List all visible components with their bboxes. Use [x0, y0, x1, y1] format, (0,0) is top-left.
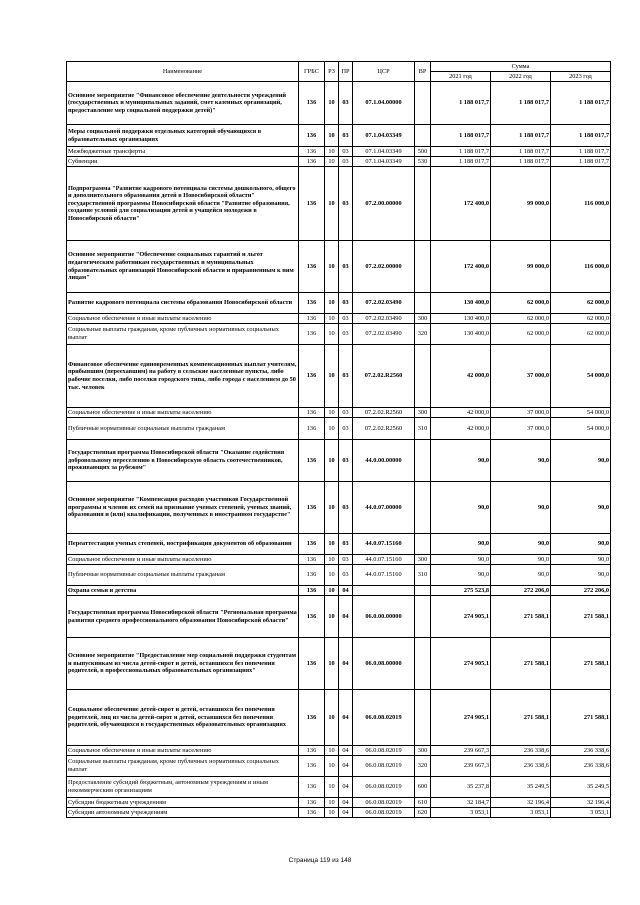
row-rz: 10: [325, 482, 339, 534]
row-grbs: 136: [299, 482, 325, 534]
row-rz: 10: [325, 125, 339, 147]
row-value-2022: 3 053,1: [491, 808, 551, 818]
row-value-2022: 99 000,0: [491, 241, 551, 293]
row-pr: 03: [339, 345, 353, 408]
row-grbs: 136: [299, 690, 325, 746]
row-pr: 03: [339, 314, 353, 324]
row-value-2022: 62 000,0: [491, 324, 551, 345]
row-rz: 10: [325, 565, 339, 586]
row-vr: 310: [415, 418, 431, 440]
row-csr: 07.2.02.R2560: [353, 345, 415, 408]
table-row: [67, 125, 611, 147]
row-grbs: 136: [299, 534, 325, 555]
row-value-2021: 90,0: [431, 555, 491, 565]
row-rz: 10: [325, 586, 339, 596]
row-rz: 10: [325, 314, 339, 324]
row-name: Социальное обеспечение и иные выплаты населению: [67, 314, 299, 324]
row-rz: 10: [325, 408, 339, 418]
row-pr: 03: [339, 147, 353, 157]
table-row: [67, 756, 611, 777]
row-name: Публичные нормативные социальные выплаты гражданам: [67, 418, 299, 440]
row-csr: 07.2.02.00000: [353, 241, 415, 293]
row-value-2022: 236 338,6: [491, 756, 551, 777]
row-grbs: 136: [299, 596, 325, 638]
row-value-2023: 236 338,6: [551, 746, 611, 756]
row-name: Субвенции: [67, 157, 299, 167]
row-vr: [415, 596, 431, 638]
row-value-2023: 1 188 017,7: [551, 147, 611, 157]
table-row: [67, 82, 611, 125]
row-csr: 07.1.04.00000: [353, 82, 415, 125]
row-value-2022: 62 000,0: [491, 293, 551, 314]
table-row: [67, 808, 611, 818]
table-row: [67, 418, 611, 440]
row-name: Основное мероприятие "Предоставление мер социальной поддержки студентам и выпускникам из числа детей-сирот и детей, оставшихся без попечения родителей, в профессиональных образовательных организациях": [67, 638, 299, 690]
row-rz: 10: [325, 440, 339, 482]
row-name: Субсидии бюджетным учреждениям: [67, 798, 299, 808]
row-name: Государственная программа Новосибирской области "Оказание содействия добровольному переселению в Новосибирскую область соотечественников, проживающих за рубежом": [67, 440, 299, 482]
row-value-2023: 236 338,6: [551, 756, 611, 777]
row-rz: 10: [325, 777, 339, 798]
row-rz: 10: [325, 241, 339, 293]
row-pr: 04: [339, 746, 353, 756]
row-pr: 03: [339, 125, 353, 147]
row-csr: 44.0.07.15160: [353, 565, 415, 586]
row-name: Государственная программа Новосибирской области "Региональная программа развития среднего профессионального образования Новосибирской области": [67, 596, 299, 638]
row-vr: [415, 534, 431, 555]
row-name: Финансовое обеспечение единовременных компенсационных выплат учителям, прибывшим (переехавшим) на работу в сельские населенные пункты, либо рабочие поселки, либо поселки городского типа, либо города с населением до 50 тыс. человек: [67, 345, 299, 408]
row-csr: 06.0.08.02019: [353, 798, 415, 808]
row-value-2021: 90,0: [431, 440, 491, 482]
row-value-2023: 1 188 017,7: [551, 82, 611, 125]
header-grbs: ГРБС: [299, 62, 325, 82]
row-pr: 04: [339, 756, 353, 777]
row-csr: 06.0.08.02019: [353, 690, 415, 746]
row-pr: 03: [339, 418, 353, 440]
row-value-2023: 62 000,0: [551, 324, 611, 345]
row-rz: 10: [325, 808, 339, 818]
row-name: Основное мероприятие "Обеспечение социальных гарантий и льгот педагогическим работникам государственных и муниципальных образовательных организаций Новосибирской области и приравненным к ним лицам": [67, 241, 299, 293]
row-csr: 07.2.02.R2560: [353, 408, 415, 418]
row-value-2022: 90,0: [491, 482, 551, 534]
row-value-2022: 1 188 017,7: [491, 157, 551, 167]
table-row: [67, 345, 611, 408]
row-value-2022: 1 188 017,7: [491, 82, 551, 125]
row-pr: 04: [339, 690, 353, 746]
row-value-2023: 1 188 017,7: [551, 125, 611, 147]
row-rz: 10: [325, 345, 339, 408]
row-pr: 03: [339, 408, 353, 418]
row-value-2021: 172 400,0: [431, 167, 491, 241]
row-name: Межбюджетные трансферты: [67, 147, 299, 157]
row-pr: 03: [339, 440, 353, 482]
row-value-2023: 90,0: [551, 555, 611, 565]
row-value-2021: 130 400,0: [431, 314, 491, 324]
row-value-2022: 236 338,6: [491, 746, 551, 756]
table-row: [67, 293, 611, 314]
table-body: [67, 82, 611, 818]
row-rz: 10: [325, 147, 339, 157]
row-grbs: 136: [299, 345, 325, 408]
row-value-2021: 275 523,8: [431, 586, 491, 596]
row-vr: [415, 638, 431, 690]
row-value-2023: 116 000,0: [551, 167, 611, 241]
row-value-2023: 54 000,0: [551, 345, 611, 408]
row-value-2022: 271 588,1: [491, 638, 551, 690]
row-csr: 07.1.04.03349: [353, 157, 415, 167]
row-vr: 600: [415, 777, 431, 798]
row-vr: [415, 241, 431, 293]
row-value-2023: 90,0: [551, 440, 611, 482]
row-value-2023: 35 249,5: [551, 777, 611, 798]
row-pr: 03: [339, 534, 353, 555]
table-row: [67, 408, 611, 418]
row-value-2023: 90,0: [551, 482, 611, 534]
row-vr: 530: [415, 157, 431, 167]
row-vr: [415, 345, 431, 408]
row-vr: 500: [415, 147, 431, 157]
row-vr: [415, 586, 431, 596]
row-vr: [415, 125, 431, 147]
row-value-2021: 90,0: [431, 534, 491, 555]
row-value-2023: 271 588,1: [551, 690, 611, 746]
row-name: Меры социальной поддержки отдельных категорий обучающихся в образовательных организациях: [67, 125, 299, 147]
header-year-2022: 2022 год: [491, 72, 551, 82]
table-row: [67, 167, 611, 241]
row-vr: [415, 82, 431, 125]
row-value-2021: 1 188 017,7: [431, 147, 491, 157]
table-row: [67, 555, 611, 565]
row-pr: 03: [339, 167, 353, 241]
row-grbs: 136: [299, 241, 325, 293]
row-grbs: 136: [299, 147, 325, 157]
row-value-2021: 130 400,0: [431, 324, 491, 345]
header-pr: ПР: [339, 62, 353, 82]
budget-table-container: [66, 61, 611, 818]
row-value-2023: 32 196,4: [551, 798, 611, 808]
budget-table: [66, 61, 611, 818]
row-csr: 06.0.08.02019: [353, 756, 415, 777]
row-value-2023: 62 000,0: [551, 314, 611, 324]
row-csr: 06.0.08.02019: [353, 746, 415, 756]
row-value-2023: 1 188 017,7: [551, 157, 611, 167]
row-csr: 07.2.02.R2560: [353, 418, 415, 440]
row-value-2023: 62 000,0: [551, 293, 611, 314]
row-vr: [415, 440, 431, 482]
row-value-2021: 42 000,0: [431, 418, 491, 440]
row-csr: 07.1.04.03349: [353, 125, 415, 147]
row-grbs: 136: [299, 638, 325, 690]
row-value-2022: 37 000,0: [491, 408, 551, 418]
row-rz: 10: [325, 157, 339, 167]
header-name: Наименование: [67, 62, 299, 82]
row-value-2021: 3 053,1: [431, 808, 491, 818]
row-rz: 10: [325, 746, 339, 756]
row-name: Социальное обеспечение детей-сирот и детей, оставшихся без попечения родителей, лиц из числа детей-сирот и детей, оставшихся без попечения родителей, обучающихся в государственных образовательных организациях: [67, 690, 299, 746]
row-value-2021: 239 667,3: [431, 756, 491, 777]
row-grbs: 136: [299, 82, 325, 125]
header-csr: ЦСР: [353, 62, 415, 82]
row-grbs: 136: [299, 314, 325, 324]
row-value-2021: 32 184,7: [431, 798, 491, 808]
row-value-2021: 274 905,1: [431, 596, 491, 638]
row-value-2022: 271 588,1: [491, 596, 551, 638]
row-vr: 610: [415, 798, 431, 808]
row-value-2022: 35 249,5: [491, 777, 551, 798]
row-csr: [353, 586, 415, 596]
row-name: Охрана семьи и детства: [67, 586, 299, 596]
row-pr: 03: [339, 241, 353, 293]
row-pr: 03: [339, 82, 353, 125]
row-value-2021: 274 905,1: [431, 638, 491, 690]
row-name: Развитие кадрового потенциала системы образования Новосибирской области: [67, 293, 299, 314]
row-value-2023: 90,0: [551, 534, 611, 555]
table-row: [67, 482, 611, 534]
row-grbs: 136: [299, 440, 325, 482]
row-pr: 03: [339, 293, 353, 314]
row-rz: 10: [325, 324, 339, 345]
row-pr: 03: [339, 482, 353, 534]
row-name: Публичные нормативные социальные выплаты гражданам: [67, 565, 299, 586]
row-pr: 03: [339, 565, 353, 586]
row-vr: [415, 482, 431, 534]
row-value-2023: 271 588,1: [551, 638, 611, 690]
table-row: [67, 565, 611, 586]
row-rz: 10: [325, 638, 339, 690]
table-row: [67, 314, 611, 324]
row-value-2021: 42 000,0: [431, 345, 491, 408]
row-name: Переаттестация ученых степеней, нострификация документов об образовании: [67, 534, 299, 555]
row-csr: 06.0.08.00000: [353, 638, 415, 690]
row-value-2022: 1 188 017,7: [491, 125, 551, 147]
table-row: [67, 746, 611, 756]
row-rz: 10: [325, 555, 339, 565]
row-value-2022: 1 188 017,7: [491, 147, 551, 157]
row-value-2023: 272 206,0: [551, 586, 611, 596]
row-value-2021: 1 188 017,7: [431, 125, 491, 147]
table-row: [67, 241, 611, 293]
table-row: [67, 440, 611, 482]
row-value-2021: 90,0: [431, 565, 491, 586]
row-vr: 300: [415, 408, 431, 418]
row-name: Предоставление субсидий бюджетным, автономным учреждениям и иным некоммерческим организациям: [67, 777, 299, 798]
row-grbs: 136: [299, 808, 325, 818]
row-value-2021: 274 905,1: [431, 690, 491, 746]
row-value-2023: 54 000,0: [551, 408, 611, 418]
row-pr: 03: [339, 555, 353, 565]
row-grbs: 136: [299, 157, 325, 167]
row-pr: 04: [339, 777, 353, 798]
row-value-2022: 90,0: [491, 440, 551, 482]
row-name: Подпрограмма "Развитие кадрового потенциала системы дошкольного, общего и дополнительного образования детей в Новосибирской области" государственной программы Новосибирской области "Развитие образования, создание условий для социализации детей и учащейся молодежи в Новосибирской области": [67, 167, 299, 241]
row-value-2021: 35 237,8: [431, 777, 491, 798]
row-pr: 04: [339, 798, 353, 808]
row-name: Социальные выплаты гражданам, кроме публичных нормативных социальных выплат: [67, 324, 299, 345]
row-vr: 320: [415, 756, 431, 777]
table-row: [67, 157, 611, 167]
row-grbs: 136: [299, 408, 325, 418]
row-grbs: 136: [299, 293, 325, 314]
row-value-2022: 62 000,0: [491, 314, 551, 324]
row-value-2022: 37 000,0: [491, 418, 551, 440]
row-value-2022: 32 196,4: [491, 798, 551, 808]
row-value-2023: 3 053,1: [551, 808, 611, 818]
header-vr: ВР: [415, 62, 431, 82]
row-value-2022: 90,0: [491, 565, 551, 586]
row-rz: 10: [325, 798, 339, 808]
row-rz: 10: [325, 418, 339, 440]
row-name: Социальное обеспечение и иные выплаты населению: [67, 408, 299, 418]
row-grbs: 136: [299, 586, 325, 596]
row-vr: [415, 690, 431, 746]
row-rz: 10: [325, 534, 339, 555]
row-rz: 10: [325, 82, 339, 125]
row-value-2022: 271 588,1: [491, 690, 551, 746]
table-row: [67, 690, 611, 746]
row-name: Социальное обеспечение и иные выплаты населению: [67, 746, 299, 756]
row-rz: 10: [325, 756, 339, 777]
header-year-2021: 2021 год: [431, 72, 491, 82]
row-value-2021: 1 188 017,7: [431, 82, 491, 125]
row-vr: 300: [415, 746, 431, 756]
row-pr: 04: [339, 808, 353, 818]
table-row: [67, 638, 611, 690]
row-grbs: 136: [299, 167, 325, 241]
header-rz: РЗ: [325, 62, 339, 82]
row-value-2022: 90,0: [491, 534, 551, 555]
row-value-2023: 54 000,0: [551, 418, 611, 440]
row-value-2021: 1 188 017,7: [431, 157, 491, 167]
row-csr: 06.0.08.02019: [353, 777, 415, 798]
row-vr: 300: [415, 555, 431, 565]
row-vr: 620: [415, 808, 431, 818]
row-rz: 10: [325, 167, 339, 241]
row-csr: 06.0.08.02019: [353, 808, 415, 818]
row-name: Социальные выплаты гражданам, кроме публичных нормативных социальных выплат: [67, 756, 299, 777]
row-value-2023: 116 000,0: [551, 241, 611, 293]
row-pr: 04: [339, 596, 353, 638]
row-rz: 10: [325, 690, 339, 746]
table-row: [67, 534, 611, 555]
table-row: [67, 324, 611, 345]
row-grbs: 136: [299, 555, 325, 565]
table-row: [67, 798, 611, 808]
page-number: Страница 119 из 148: [288, 857, 352, 864]
row-value-2022: 99 000,0: [491, 167, 551, 241]
row-value-2021: 172 400,0: [431, 241, 491, 293]
row-pr: 04: [339, 586, 353, 596]
row-value-2023: 271 588,1: [551, 596, 611, 638]
row-pr: 03: [339, 157, 353, 167]
row-value-2021: 130 400,0: [431, 293, 491, 314]
row-csr: 44.0.07.15160: [353, 534, 415, 555]
row-name: Субсидии автономным учреждениям: [67, 808, 299, 818]
row-csr: 07.2.02.03490: [353, 314, 415, 324]
row-grbs: 136: [299, 418, 325, 440]
row-rz: 10: [325, 596, 339, 638]
row-value-2023: 90,0: [551, 565, 611, 586]
table-row: [67, 596, 611, 638]
row-value-2021: 90,0: [431, 482, 491, 534]
row-value-2022: 272 206,0: [491, 586, 551, 596]
row-csr: 44.0.07.00000: [353, 482, 415, 534]
row-csr: 07.2.00.00000: [353, 167, 415, 241]
row-csr: 07.2.02.03490: [353, 324, 415, 345]
row-vr: 300: [415, 314, 431, 324]
table-row: [67, 586, 611, 596]
row-vr: 320: [415, 324, 431, 345]
header-year-2023: 2023 год: [551, 72, 611, 82]
row-pr: 03: [339, 324, 353, 345]
row-grbs: 136: [299, 565, 325, 586]
table-row: [67, 777, 611, 798]
header-sum: Сумма: [431, 62, 611, 72]
row-name: Основное мероприятие "Финансовое обеспечение деятельности учреждений (государственных и муниципальных заданий, смет казенных организаций, предоставление мер социальной поддержки детей)": [67, 82, 299, 125]
row-value-2021: 42 000,0: [431, 408, 491, 418]
row-grbs: 136: [299, 756, 325, 777]
row-csr: 44.0.07.15160: [353, 555, 415, 565]
row-grbs: 136: [299, 324, 325, 345]
row-value-2022: 90,0: [491, 555, 551, 565]
row-vr: [415, 167, 431, 241]
row-vr: [415, 293, 431, 314]
row-name: Социальное обеспечение и иные выплаты населению: [67, 555, 299, 565]
row-csr: 07.1.04.03349: [353, 147, 415, 157]
row-value-2022: 37 000,0: [491, 345, 551, 408]
row-name: Основное мероприятие "Компенсация расходов участников Государственной программы и членов их семей на признание ученых степеней, ученых званий, образования и (или) квалификации, полученных в иностранном государстве": [67, 482, 299, 534]
row-vr: 310: [415, 565, 431, 586]
row-grbs: 136: [299, 798, 325, 808]
row-pr: 04: [339, 638, 353, 690]
table-row: [67, 147, 611, 157]
row-csr: 44.0.00.00000: [353, 440, 415, 482]
row-rz: 10: [325, 293, 339, 314]
row-value-2021: 239 667,3: [431, 746, 491, 756]
row-grbs: 136: [299, 125, 325, 147]
row-csr: 06.0.00.00000: [353, 596, 415, 638]
row-grbs: 136: [299, 746, 325, 756]
row-grbs: 136: [299, 777, 325, 798]
row-csr: 07.2.02.03490: [353, 293, 415, 314]
